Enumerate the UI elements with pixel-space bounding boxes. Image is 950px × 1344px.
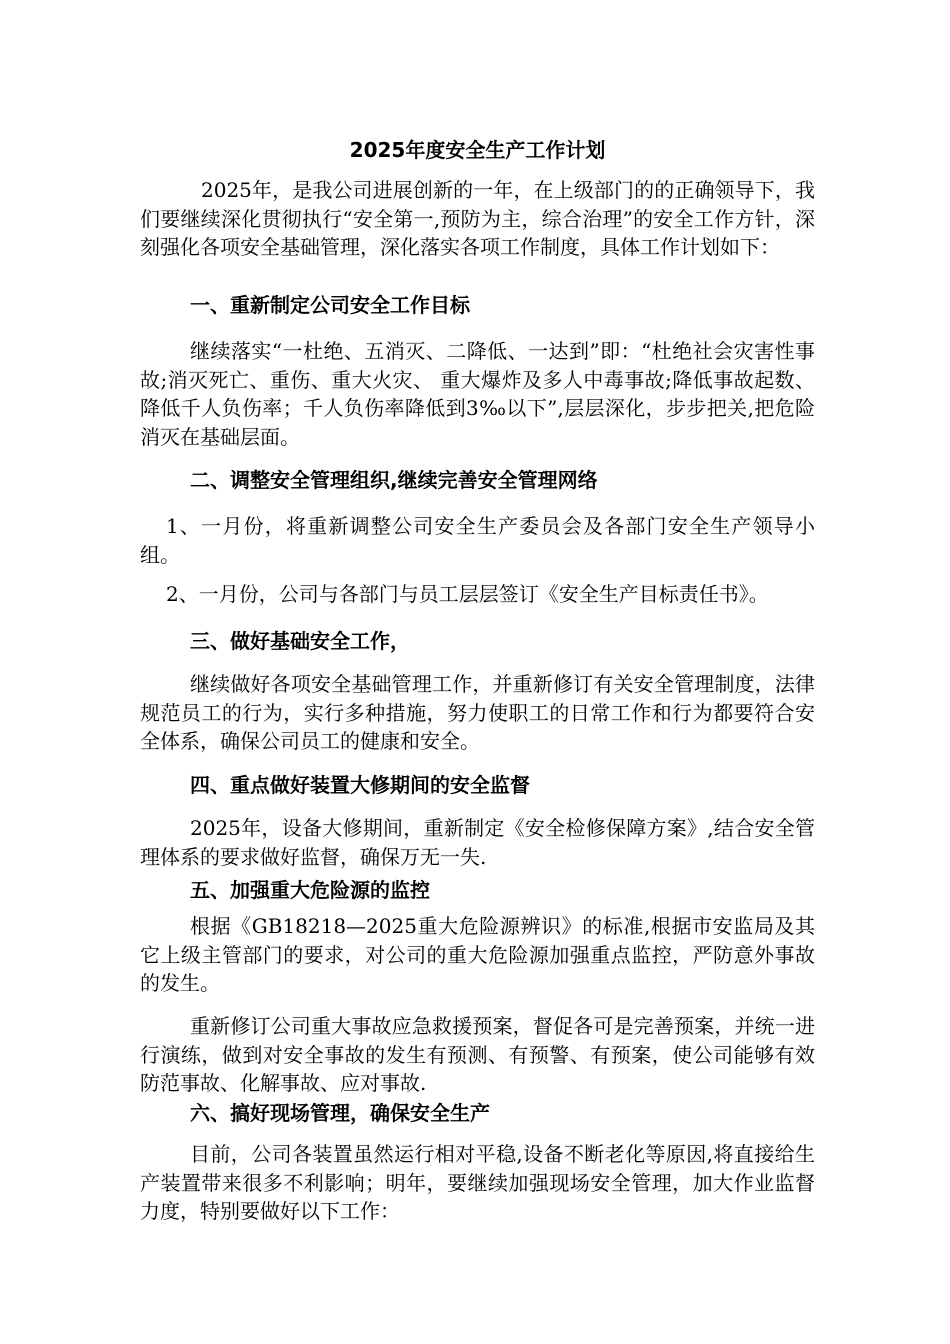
section-5-paragraph-2: 重新修订公司重大事故应急救援预案，督促各可是完善预案，并统一进行演练，做到对安全事故的发生有预测、有预警、有预案，使公司能够有效防范事故、化解事故、应对事故. (140, 1014, 815, 1095)
section-6-paragraph: 目前，公司各装置虽然运行相对平稳,设备不断老化等原因,将直接给生产装置带来很多不利影响；明年，要继续加强现场安全管理，加大作业监督力度，特别要做好以下工作： (140, 1142, 815, 1223)
document-page (140, 0, 815, 1344)
section-5-paragraph-1: 根据《GB18218—2025重大危险源辨识》的标准,根据市安监局及其它上级主管部门的要求，对公司的重大危险源加强重点监控，严防意外事故的发生。 (140, 914, 815, 995)
section-4-heading: 四、重点做好装置大修期间的安全监督 (190, 773, 530, 797)
section-1-paragraph: 继续落实“一杜绝、五消灭、二降低、一达到”即：“杜绝社会灾害性事故;消灭死亡、重伤、重大火灾、 重大爆炸及多人中毒事故;降低事故起数、降低千人负伤率；千人负伤率降低到3‰以下”,层层深化，步步把关,把危险消灭在基础层面。 (140, 339, 815, 449)
document-title: 2025年度安全生产工作计划 (349, 138, 606, 162)
section-2-item-2: 2、一月份，公司与各部门与员工层层签订《安全生产目标责任书》。 (166, 582, 769, 606)
section-6-heading: 六、搞好现场管理，确保安全生产 (190, 1101, 490, 1125)
section-3-heading: 三、做好基础安全工作， (190, 629, 410, 653)
section-2-item-1: 1、一月份，将重新调整公司安全生产委员会及各部门安全生产领导小组。 (140, 514, 815, 567)
section-4-paragraph: 2025年，设备大修期间，重新制定《安全检修保障方案》,结合安全管理体系的要求做好监督，确保万无一失. (140, 816, 815, 869)
section-2-heading: 二、调整安全管理组织,继续完善安全管理网络 (190, 468, 598, 492)
section-3-paragraph: 继续做好各项安全基础管理工作，并重新修订有关安全管理制度，法律规范员工的行为，实行多种措施，努力使职工的日常工作和行为都要符合安全体系，确保公司员工的健康和安全。 (140, 672, 815, 753)
section-5-heading: 五、加强重大危险源的监控 (190, 878, 430, 902)
intro-paragraph: 2025年，是我公司进展创新的一年，在上级部门的的正确领导下，我们要继续深化贯彻执行“安全第一,预防为主，综合治理”的安全工作方针，深刻强化各项安全基础管理，深化落实各项工作制度，具体工作计划如下： (140, 178, 815, 259)
section-1-heading: 一、重新制定公司安全工作目标 (190, 293, 470, 317)
